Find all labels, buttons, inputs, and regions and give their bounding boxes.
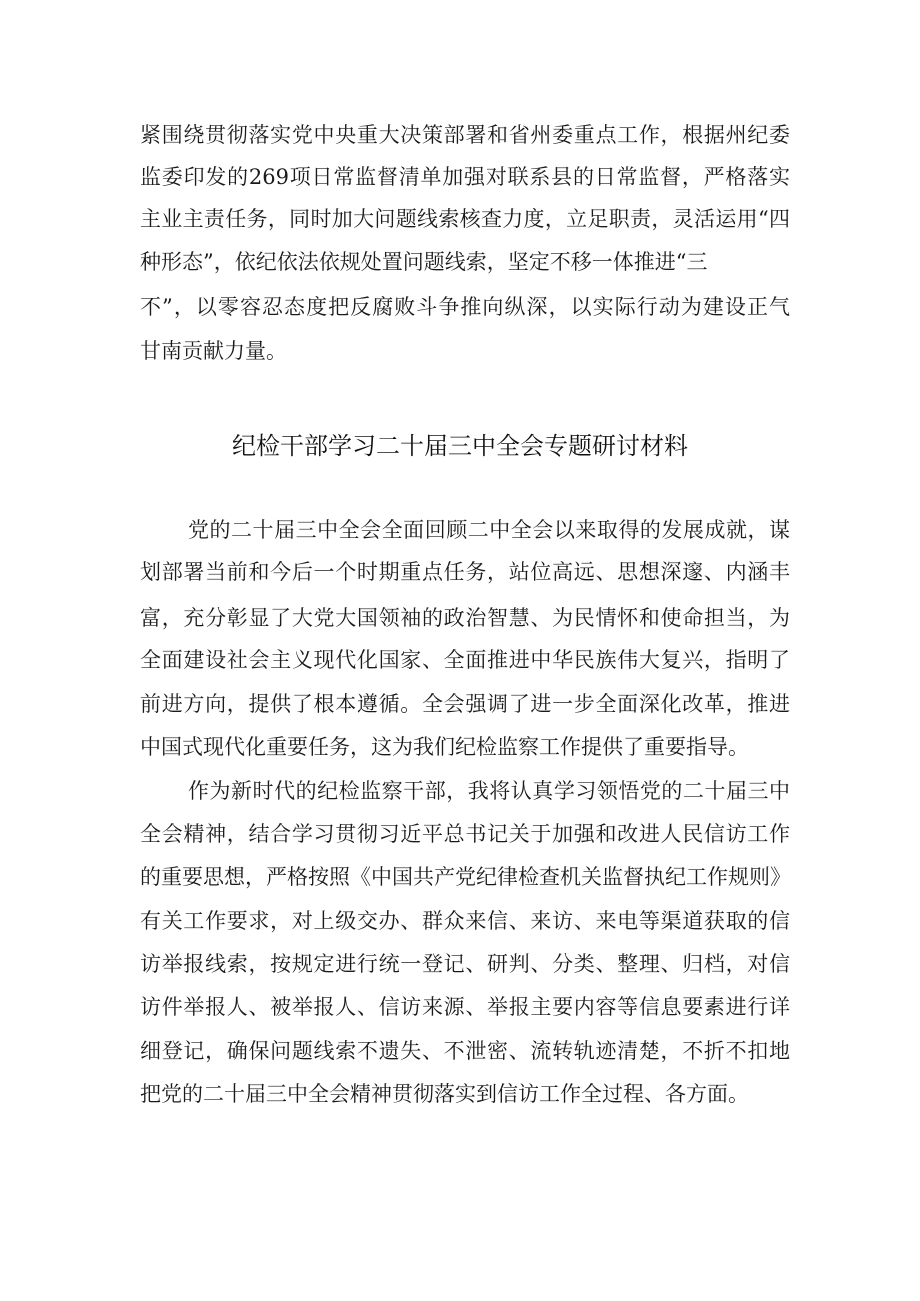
text-line: 中国式现代化重要任务，这为我们纪检监察工作提供了重要指导。 [140,735,749,759]
text-line: 种形态”，依纪依法依规处置问题线索，坚定不移一体推进“三 [140,250,708,274]
text-line: 监委印发的269项日常监督清单加强对联系县的日常监督，严格落实 [140,165,790,189]
text-line: 甘南贡献力量。 [140,339,287,363]
text-line: 全面建设社会主义现代化国家、全面推进中华民族伟大复兴，指明了 [140,648,790,672]
text-line: 作为新时代的纪检监察干部，我将认真学习领悟党的二十届三中 [188,779,790,803]
text-line: 访件举报人、被举报人、信访来源、举报主要内容等信息要素进行详 [140,995,790,1019]
text-line: 访举报线索，按规定进行统一登记、研判、分类、整理、归档，对信 [140,952,790,976]
text-line: 主业主责任务，同时加大问题线索核查力度，立足职责，灵活运用“四 [140,207,790,231]
text-line: 的重要思想，严格按照《中国共产党纪律检查机关监督执纪工作规则》 [140,865,791,889]
text-line: 紧围绕贯彻落实党中央重大决策部署和省州委重点工作，根据州纪委 [140,123,790,147]
text-line: 党的二十届三中全会全面回顾二中全会以来取得的发展成就，谋 [188,518,790,542]
text-line: 有关工作要求，对上级交办、群众来信、来访、来电等渠道获取的信 [140,909,790,933]
text-line: 把党的二十届三中全会精神贯彻落实到信访工作全过程、各方面。 [140,1082,749,1106]
section-title: 纪检干部学习二十届三中全会专题研讨材料 [232,432,688,460]
text-line: 划部署当前和今后一个时期重点任务，站位高远、思想深邃、内涵丰 [140,560,790,584]
text-line: 细登记，确保问题线索不遗失、不泄密、流转轨迹清楚，不折不扣地 [140,1039,790,1063]
text-line: 不”，以零容忍态度把反腐败斗争推向纵深，以实际行动为建设正气 [140,295,790,319]
text-line: 前进方向，提供了根本遵循。全会强调了进一步全面深化改革，推进 [140,692,790,716]
text-line: 富，充分彰显了大党大国领袖的政治智慧、为民情怀和使命担当，为 [140,606,790,630]
text-line: 全会精神，结合学习贯彻习近平总书记关于加强和改进人民信访工作 [140,822,790,846]
